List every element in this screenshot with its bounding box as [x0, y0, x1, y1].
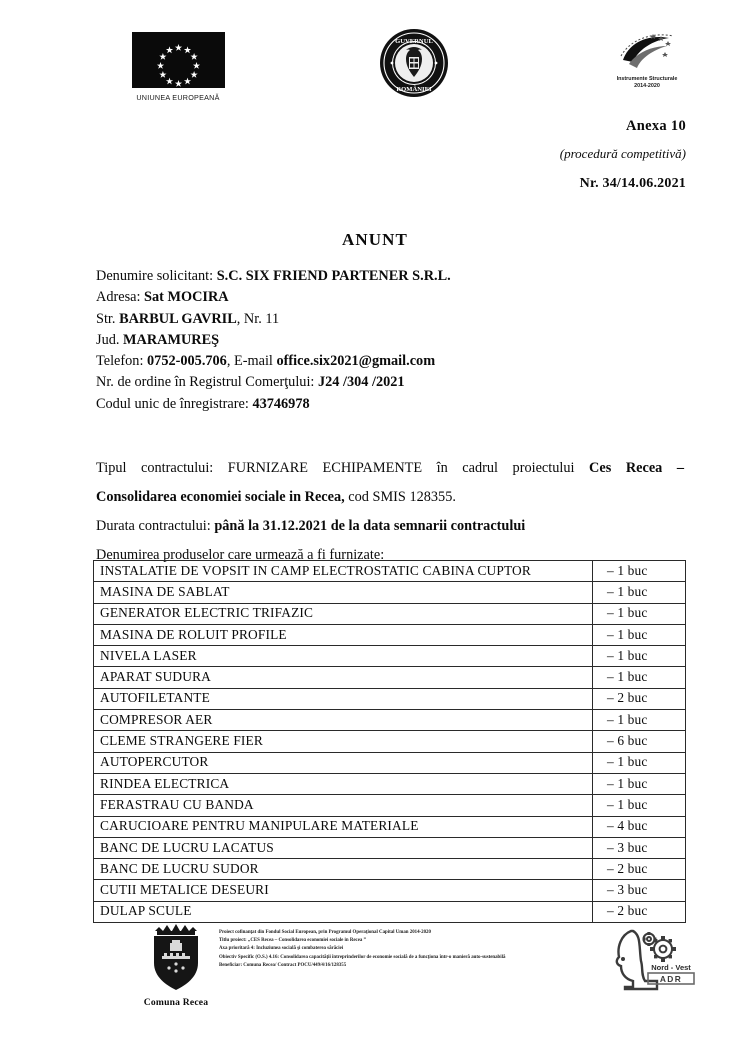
- applicant-address-label: Adresa:: [96, 289, 141, 306]
- applicant-trade-register-row: [96, 372, 656, 393]
- product-name: CUTII METALICE DESEURI: [94, 880, 593, 901]
- applicant-name-label: Denumire solicitant:: [96, 268, 214, 284]
- svg-text:GUVERNUL: GUVERNUL: [395, 38, 433, 45]
- footer-line-1: Proiect cofinanţat din Fondul Social European, prin Programul Operaţional Capital Uman 2014-2020: [219, 930, 431, 935]
- applicant-street-row: [96, 309, 656, 330]
- product-qty: – 1 buc: [593, 582, 686, 603]
- structural-instruments-logo-block: [588, 30, 706, 91]
- applicant-county-value: MARAMUREŞ: [123, 331, 220, 348]
- structural-caption-line1: Instrumente Structurale: [616, 76, 678, 82]
- comuna-recea-coat-of-arms-icon: [147, 923, 205, 993]
- applicant-address-value: Sat MOCIRA: [144, 289, 229, 306]
- product-qty: – 1 buc: [593, 646, 686, 667]
- structural-instruments-icon: [615, 30, 679, 74]
- nord-vest-agency-icon: [611, 925, 699, 991]
- product-name: FERASTRAU CU BANDA: [94, 795, 593, 816]
- table-row: [94, 603, 686, 624]
- page-title: ANUNT: [342, 230, 408, 249]
- product-name: RINDEA ELECTRICA: [94, 773, 593, 794]
- duration-label: Durata contractului:: [96, 518, 211, 534]
- applicant-county-row: [96, 330, 656, 351]
- project-name-part2: Consolidarea economiei sociale in Recea,: [96, 489, 345, 505]
- product-name: AUTOPERCUTOR: [94, 752, 593, 773]
- product-qty: – 1 buc: [593, 795, 686, 816]
- header-logo-strip: [0, 0, 750, 115]
- eu-flag-icon: [132, 32, 225, 88]
- eu-logo-caption: UNIUNEA EUROPEANĂ: [136, 93, 220, 102]
- product-name: MASINA DE ROLUIT PROFILE: [94, 624, 593, 645]
- applicant-details-block: [96, 266, 656, 415]
- product-name: BANC DE LUCRU LACATUS: [94, 837, 593, 858]
- registration-number: Nr. 34/14.06.2021: [579, 176, 686, 191]
- product-name: NIVELA LASER: [94, 646, 593, 667]
- product-name: GENERATOR ELECTRIC TRIFAZIC: [94, 603, 593, 624]
- table-row: [94, 667, 686, 688]
- products-table: [93, 560, 686, 923]
- applicant-email-label: , E-mail: [226, 353, 273, 370]
- footer-line-4: Obiectiv Specific (O.S.) 4.16: Consolidarea capacităţii întreprinderilor de economie socială de a funcţiona într-o manieră auto-sustenabilă: [219, 954, 506, 960]
- product-qty: – 1 buc: [593, 603, 686, 624]
- contract-type-paragraph: [96, 453, 684, 483]
- contract-type-prefix: Tipul contractului: FURNIZARE ECHIPAMENTE în cadrul proiectului: [96, 460, 575, 476]
- applicant-address-row: [96, 287, 656, 308]
- product-name: CARUCIOARE PENTRU MANIPULARE MATERIALE: [94, 816, 593, 837]
- applicant-county-label: Jud.: [96, 331, 120, 348]
- product-name: COMPRESOR AER: [94, 710, 593, 731]
- eu-stars-icon: [132, 32, 225, 88]
- contract-project-line: [96, 483, 684, 512]
- footer-line-2: Titlu proiect: „CES Recea – Consolidarea economiei sociale in Recea ”: [219, 938, 366, 944]
- footer-line-3: Axa prioritară 4: Incluziunea socială şi combaterea sărăciei: [219, 946, 344, 952]
- trade-register-label: Nr. de ordine în Registrul Comerţului:: [96, 374, 315, 391]
- comuna-recea-caption: Comuna Recea: [143, 997, 209, 1008]
- fiscal-code-label: Codul unic de înregistrare:: [96, 395, 249, 412]
- product-name: INSTALATIE DE VOPSIT IN CAMP ELECTROSTATIC CABINA CUPTOR: [94, 561, 593, 582]
- product-name: MASINA DE SABLAT: [94, 582, 593, 603]
- product-qty: – 3 buc: [593, 837, 686, 858]
- trade-register-value: J24 /304 /2021: [317, 374, 405, 391]
- applicant-email-value: office.six2021@gmail.com: [276, 353, 436, 370]
- structural-instruments-caption: [588, 76, 706, 91]
- table-row: [94, 880, 686, 901]
- product-name: AUTOFILETANTE: [94, 688, 593, 709]
- annex-label: Anexa 10: [626, 118, 686, 134]
- product-name: BANC DE LUCRU SUDOR: [94, 859, 593, 880]
- eu-logo-block: [128, 32, 228, 102]
- table-row: [94, 646, 686, 667]
- product-qty: – 6 buc: [593, 731, 686, 752]
- project-name-part1: Ces Recea –: [589, 460, 685, 476]
- table-row: [94, 816, 686, 837]
- table-row: [94, 859, 686, 880]
- table-row: [94, 773, 686, 794]
- products-table-body: [94, 561, 686, 923]
- applicant-street-number: , Nr. 11: [236, 310, 280, 327]
- product-qty: – 1 buc: [593, 561, 686, 582]
- applicant-name-row: [96, 266, 656, 287]
- table-row: [94, 688, 686, 709]
- table-row: [94, 624, 686, 645]
- table-row: [94, 795, 686, 816]
- duration-value: până la 31.12.2021 de la data semnarii contractului: [214, 518, 526, 534]
- applicant-phone-label: Telefon:: [96, 353, 144, 370]
- applicant-phone-value: 0752-005.706: [147, 353, 227, 370]
- government-logo-block: [372, 28, 456, 98]
- product-qty: – 1 buc: [593, 667, 686, 688]
- product-qty: – 1 buc: [593, 773, 686, 794]
- product-qty: – 1 buc: [593, 624, 686, 645]
- product-name: CLEME STRANGERE FIER: [94, 731, 593, 752]
- table-row: [94, 837, 686, 858]
- product-name: DULAP SCULE: [94, 901, 593, 922]
- product-name: APARAT SUDURA: [94, 667, 593, 688]
- table-row: [94, 710, 686, 731]
- fiscal-code-value: 43746978: [252, 395, 310, 412]
- footer-line-5: Beneficiar: Comuna Recea/ Contract POCU/449/4/16/128355: [219, 962, 347, 968]
- product-qty: – 2 buc: [593, 901, 686, 922]
- table-row: [94, 731, 686, 752]
- table-row: [94, 752, 686, 773]
- applicant-street-value: BARBUL GAVRIL: [119, 310, 237, 327]
- product-qty: – 2 buc: [593, 688, 686, 709]
- contract-duration-line: [96, 512, 684, 541]
- product-qty: – 1 buc: [593, 752, 686, 773]
- structural-caption-line2: 2014-2020: [634, 83, 660, 90]
- svg-text:ROMÂNIEI: ROMÂNIEI: [396, 86, 432, 93]
- product-qty: – 4 buc: [593, 816, 686, 837]
- applicant-contact-row: [96, 351, 656, 372]
- smis-code: cod SMIS 128355.: [348, 489, 456, 505]
- contract-details-block: [96, 453, 684, 570]
- procedure-note: (procedură competitivă): [559, 146, 686, 161]
- product-qty: – 1 buc: [593, 710, 686, 731]
- product-qty: – 3 buc: [593, 880, 686, 901]
- applicant-name-value: S.C. SIX FRIEND PARTENER S.R.L.: [216, 268, 451, 284]
- romania-government-seal-icon: [379, 28, 449, 98]
- footer-funding-text: [219, 929, 549, 970]
- product-qty: – 2 buc: [593, 859, 686, 880]
- document-footer: [0, 915, 750, 1035]
- nord-vest-logo-block: [600, 925, 710, 991]
- table-row: [94, 561, 686, 582]
- comuna-recea-logo-block: [128, 923, 224, 1008]
- nord-vest-adr-label: ADR: [659, 974, 683, 984]
- products-intro-line: Denumirea produselor care urmează a fi furnizate:: [96, 547, 385, 563]
- nord-vest-label: Nord - Vest: [651, 963, 691, 972]
- applicant-fiscal-code-row: [96, 394, 656, 415]
- applicant-street-label: Str.: [96, 310, 116, 327]
- table-row: [94, 582, 686, 603]
